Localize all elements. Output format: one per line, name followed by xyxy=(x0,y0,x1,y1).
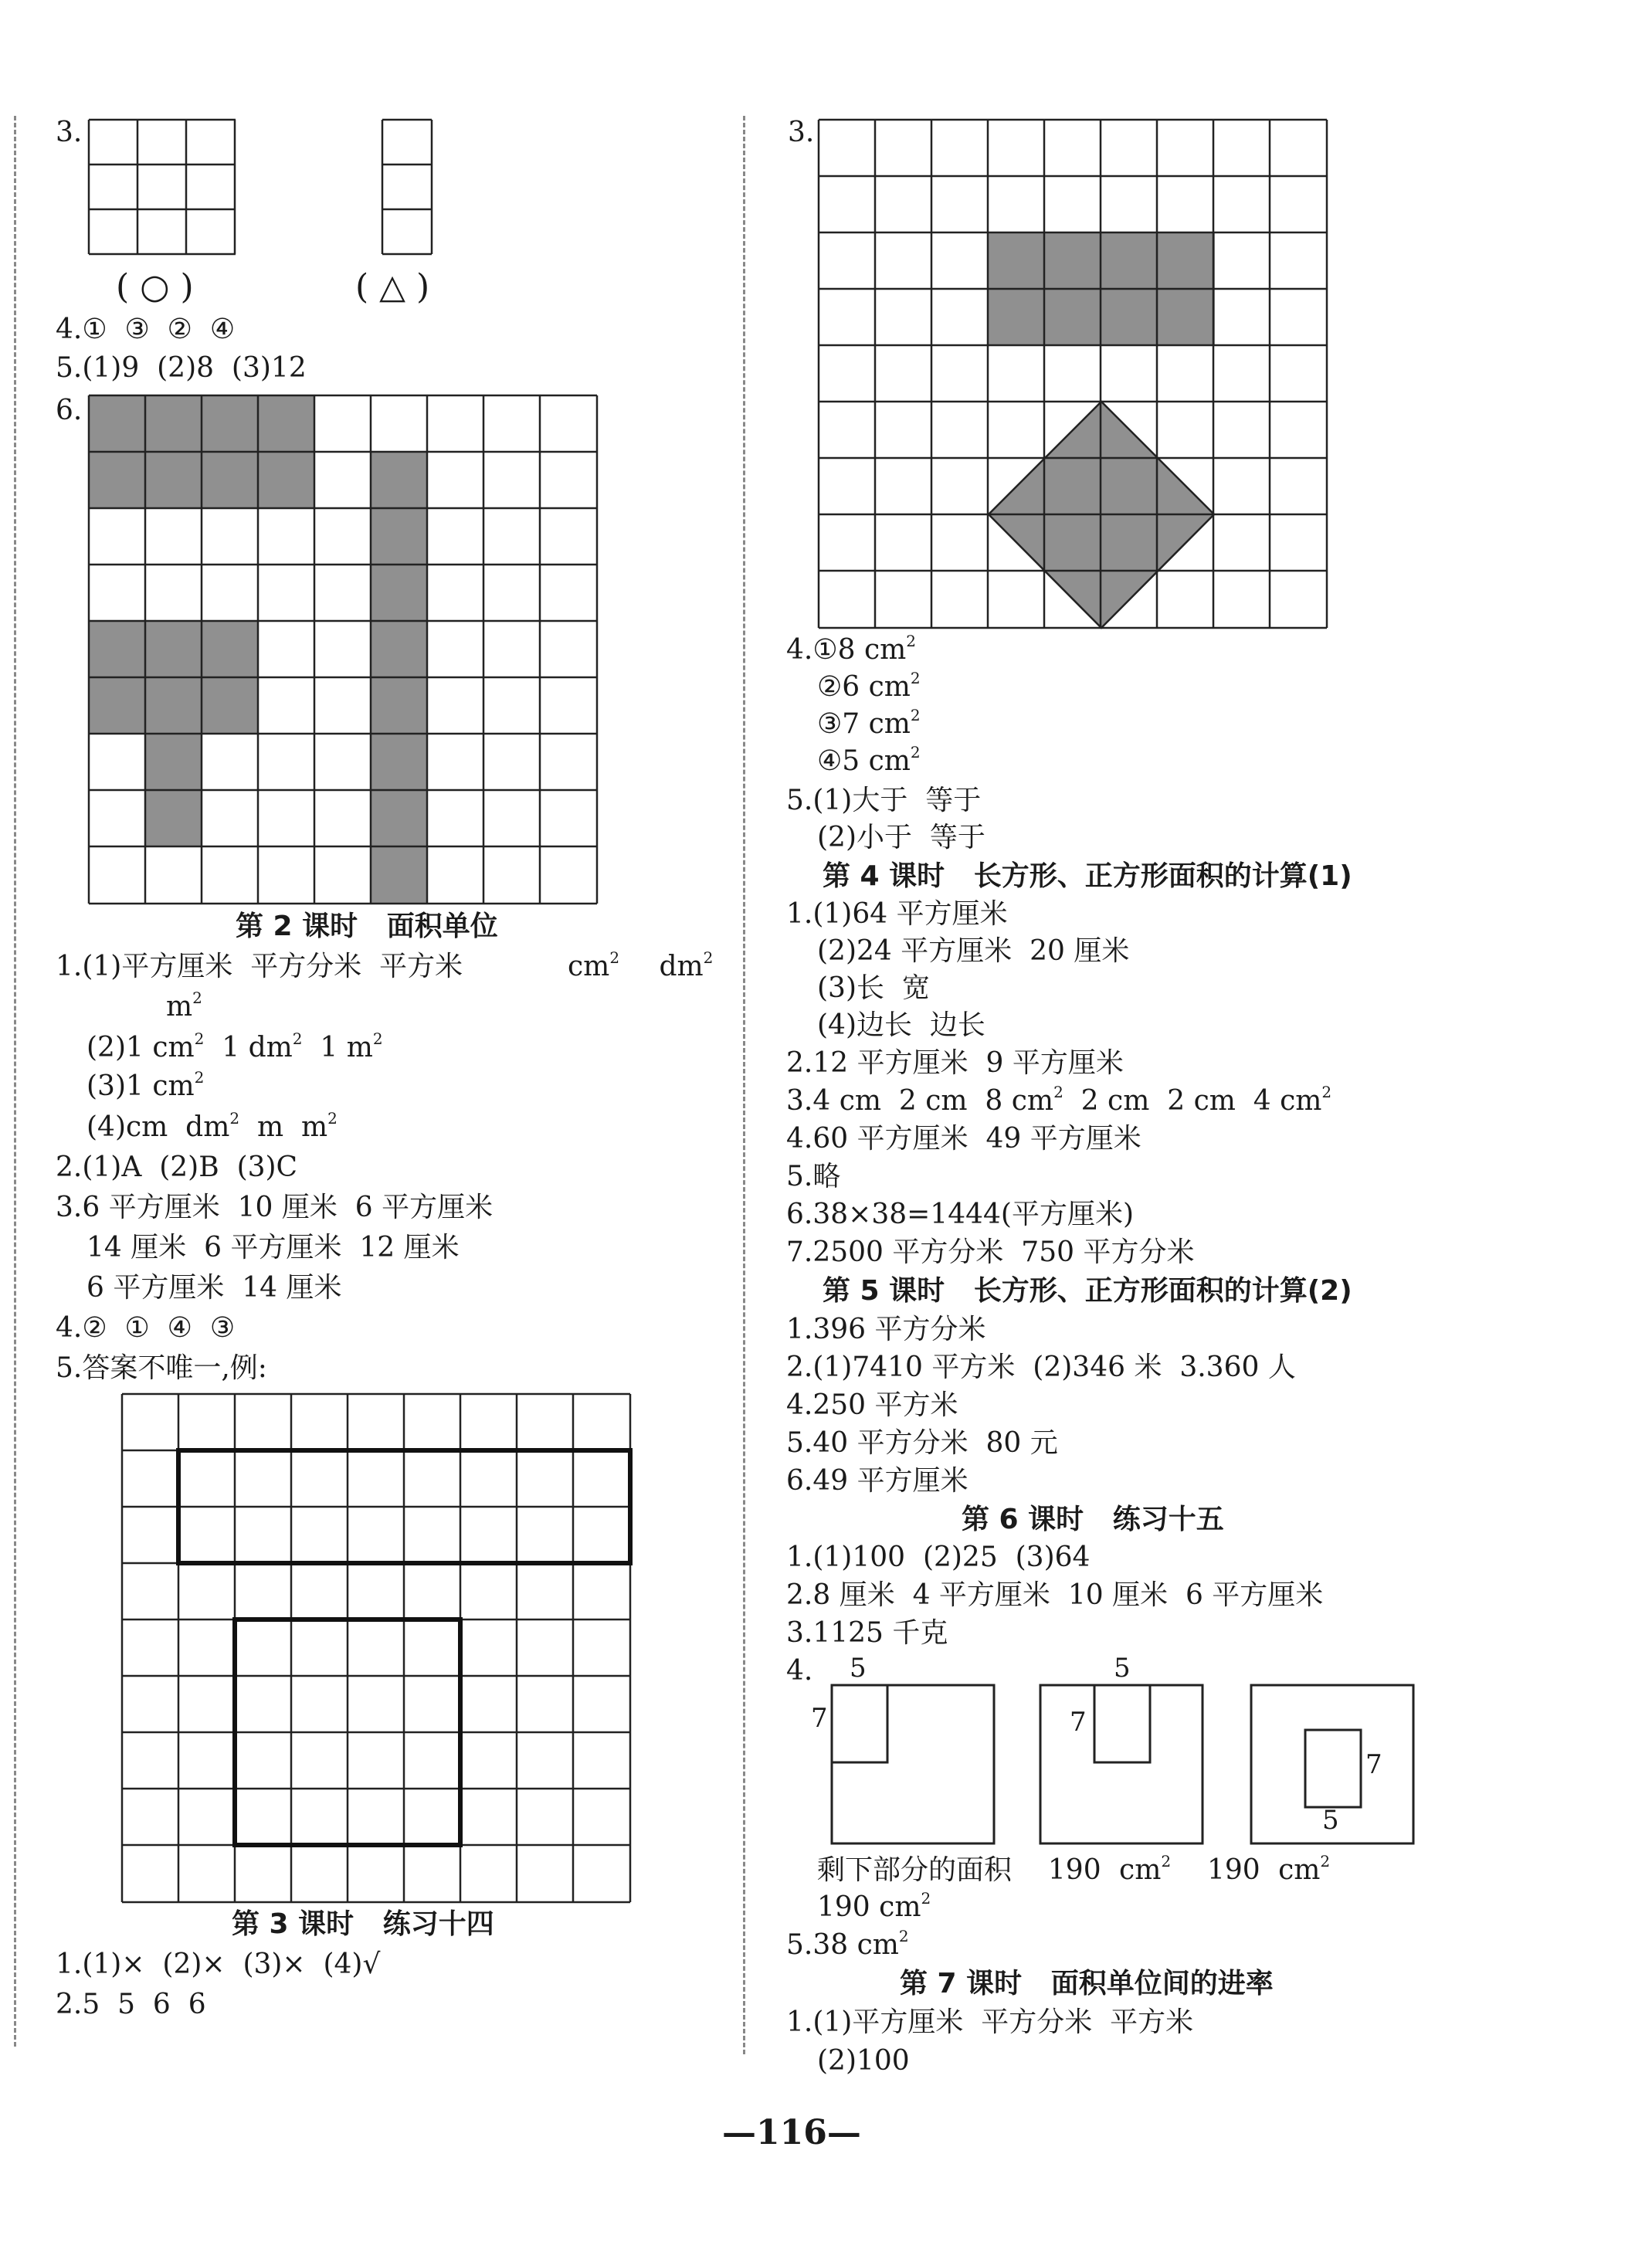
sec6-q4-number: 4. xyxy=(786,1655,813,1687)
sec2-line3: (3)1 $cm^2$ xyxy=(87,1068,205,1102)
left-q3-grid-a xyxy=(89,120,236,255)
sec2-line9: 4.② ① ④ ③ xyxy=(56,1312,236,1344)
left-q4: 4.① ③ ② ④ xyxy=(56,314,236,345)
cutout-figure-2 xyxy=(1039,1684,1205,1846)
fig2-label-7: 7 xyxy=(1070,1707,1087,1738)
sec5-line: 5.40 平方分米 80 元 xyxy=(786,1427,1058,1459)
section-3-title: 第 3 课时 练习十四 xyxy=(232,1908,494,1940)
sec2-line10: 5.答案不唯一,例: xyxy=(56,1352,267,1384)
right-q4-d: ④5 $cm^2$ xyxy=(817,743,921,777)
sec2-line4: (4)cm $dm^2$ m $m^2$ xyxy=(87,1109,338,1143)
sec4-line: 4.60 平方厘米 49 平方厘米 xyxy=(786,1123,1141,1155)
sec3-line2: 2.5 5 6 6 xyxy=(56,1989,206,2020)
sec4-line: 7.2500 平方分米 750 平方分米 xyxy=(786,1236,1195,1268)
sec4-line: 2.12 平方厘米 9 平方厘米 xyxy=(786,1047,1124,1079)
section-4-title: 第 4 课时 长方形、正方形面积的计算(1) xyxy=(823,860,1352,892)
fig3-label-5: 5 xyxy=(1322,1805,1339,1836)
sec6-q5: 5.38 $cm^2$ xyxy=(786,1927,909,1961)
fig1-label-5: 5 xyxy=(850,1653,867,1684)
sec2-line5: 2.(1)A (2)B (3)C xyxy=(56,1151,298,1183)
sec6-line: 2.8 厘米 4 平方厘米 10 厘米 6 平方厘米 xyxy=(786,1579,1324,1611)
sec2-line2: (2)1 $cm^2$ 1 $dm^2$ 1 $m^2$ xyxy=(87,1029,383,1063)
right-q5-a: 5.(1)大于 等于 xyxy=(786,785,982,816)
sec7-line: 1.(1)平方厘米 平方分米 平方米 xyxy=(786,2006,1194,2038)
section-2-title: 第 2 课时 面积单位 xyxy=(236,911,498,942)
sec5-line: 6.49 平方厘米 xyxy=(786,1465,968,1497)
fig3-label-7: 7 xyxy=(1365,1749,1382,1780)
left-q5: 5.(1)9 (2)8 (3)12 xyxy=(56,352,307,384)
left-q3-grid-b xyxy=(382,120,433,255)
column-divider xyxy=(743,116,745,2054)
sec3-line1: 1.(1)× (2)× (3)× (4)√ xyxy=(56,1948,381,1980)
page-number: —116— xyxy=(722,2113,861,2152)
sec2-line7: 14 厘米 6 平方厘米 12 厘米 xyxy=(87,1232,460,1263)
left-q6-number: 6. xyxy=(56,395,83,426)
sec5-line: 4.250 平方米 xyxy=(786,1389,958,1421)
sec2-line8: 6 平方厘米 14 厘米 xyxy=(87,1272,342,1304)
right-q3-number: 3. xyxy=(788,117,815,148)
left-divider xyxy=(14,116,16,2047)
right-q4-b: ②6 $cm^2$ xyxy=(817,669,921,703)
sec4-line: (4)边长 边长 xyxy=(817,1009,985,1041)
sec5-line: 2.(1)7410 平方米 (2)346 米 3.360 人 xyxy=(786,1352,1296,1383)
section-6-title: 第 6 课时 练习十五 xyxy=(962,1504,1224,1535)
right-q4-a: 4.①8 $cm^2$ xyxy=(786,632,917,666)
sec4-line: 5.略 xyxy=(786,1161,841,1192)
remaining-area-line: 剩下部分的面积 190 $cm^2$ 190 $cm^2$ xyxy=(817,1852,1331,1886)
sec4-line: 1.(1)64 平方厘米 xyxy=(786,898,1008,930)
q6-shaded-grid xyxy=(89,395,599,905)
q5-example-grid xyxy=(122,1394,632,1904)
left-q3-number: 3. xyxy=(56,117,83,148)
answer-circle: ( ○ ) xyxy=(116,267,194,307)
fig2-label-5: 5 xyxy=(1114,1653,1131,1684)
sec2-line6: 3.6 平方厘米 10 厘米 6 平方厘米 xyxy=(56,1192,494,1223)
right-q4-c: ③7 $cm^2$ xyxy=(817,706,921,740)
answer-triangle: ( △ ) xyxy=(355,267,430,307)
cutout-figure-1 xyxy=(830,1684,996,1846)
sec2-line1-units: $cm^2$ $dm^2$ xyxy=(568,948,714,982)
sec6-line: 1.(1)100 (2)25 (3)64 xyxy=(786,1541,1091,1573)
sec2-line1: 1.(1)平方厘米 平方分米 平方米 xyxy=(56,951,463,982)
sec5-line: 1.396 平方分米 xyxy=(786,1314,986,1345)
section-5-title: 第 5 课时 长方形、正方形面积的计算(2) xyxy=(823,1275,1352,1307)
sec4-line: 6.38×38=1444(平方厘米) xyxy=(786,1199,1135,1230)
remaining-area-line2: 190 $cm^2$ xyxy=(817,1889,931,1923)
right-q3-grid xyxy=(819,120,1328,629)
sec4-line: (2)24 平方厘米 20 厘米 xyxy=(817,935,1130,967)
sec4-line: 3.4 cm 2 cm 8 $cm^2$ 2 cm 2 cm 4 $cm^2$ xyxy=(786,1083,1332,1117)
section-7-title: 第 7 课时 面积单位间的进率 xyxy=(900,1968,1274,1999)
sec6-line: 3.1125 千克 xyxy=(786,1617,948,1649)
right-q5-b: (2)小于 等于 xyxy=(817,822,985,853)
sec4-line: (3)长 宽 xyxy=(817,972,930,1004)
fig1-label-7: 7 xyxy=(811,1703,828,1734)
sec2-line1b: $m^2$ xyxy=(166,989,202,1023)
sec7-line: (2)100 xyxy=(817,2045,910,2077)
